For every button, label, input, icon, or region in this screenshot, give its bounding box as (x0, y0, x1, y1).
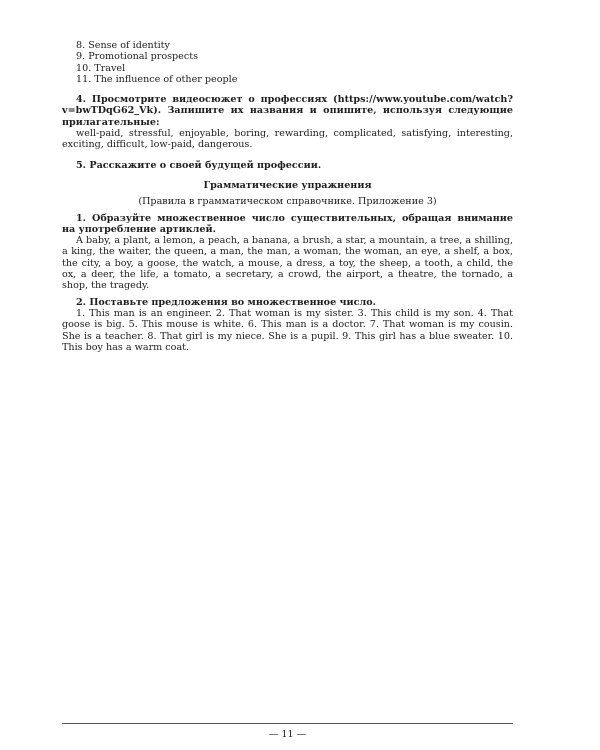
page-number: — 11 — (268, 729, 307, 740)
grammar-subheading: (Правила в грамматическом справочнике. Приложение 3) (138, 196, 437, 208)
reasons-list (62, 40, 513, 85)
task-4-adjectives: well-paid, stressful, enjoyable, boring, rewarding, complicated, satisfying, interesting, exciting, difficult, low-paid, dangerous. (62, 128, 513, 151)
task-4-title-end: ). Запишите их названия и опишите, используя следующие прилагательные: (62, 105, 513, 128)
exercise-1-body: A baby, a plant, a lemon, a peach, a banana, a brush, a star, a mountain, a tree, a shilling, a king, the waiter, the queen, a man, the man, a woman, the woman, an eye, a shelf, a box, the city, a boy, a goose, the watch, a mouse, a dress, a toy, the sheep, a tooth, a child, the ox, a deer, the life, a tomato, a secretary, a crowd, the airport, a theatre, the tornado, a shop, the tragedy. (62, 235, 513, 292)
task-4-title-start: 4. Просмотрите видеосюжет о профессиях ( (76, 94, 338, 106)
list-item: 11. The influence of other people (76, 73, 238, 85)
task-5-title: 5. Расскажите о своей будущей профессии. (76, 159, 322, 171)
grammar-heading: Грамматические упражнения (203, 179, 372, 191)
list-item: 10. Travel (76, 62, 126, 74)
list-item: 9. Promotional prospects (76, 51, 199, 63)
list-item: 8. Sense of identity (76, 40, 170, 51)
exercise-2-title: 2. Поставьте предложения во множественное число. (76, 296, 377, 308)
exercise-1-title: 1. Образуйте множественное число существительных, обращая внимание на употребление артиклей. (62, 212, 513, 235)
task-4-title (62, 94, 513, 128)
document-page (62, 40, 513, 353)
video-link[interactable]: https://www.youtube.com/watch?v=bwTDqG62_Vk (62, 94, 513, 117)
exercise-2-body: 1. This man is an engineer. 2. That woman is my sister. 3. This child is my son. 4. That goose is big. 5. This mouse is white. 6. This man is a doctor. 7. That woman is my cousin. She is a teacher. 8. That girl is my niece. She is a pupil. 9. This girl has a blue sweater. 10. This boy has a warm coat. (62, 307, 513, 353)
footer-divider (62, 723, 513, 724)
